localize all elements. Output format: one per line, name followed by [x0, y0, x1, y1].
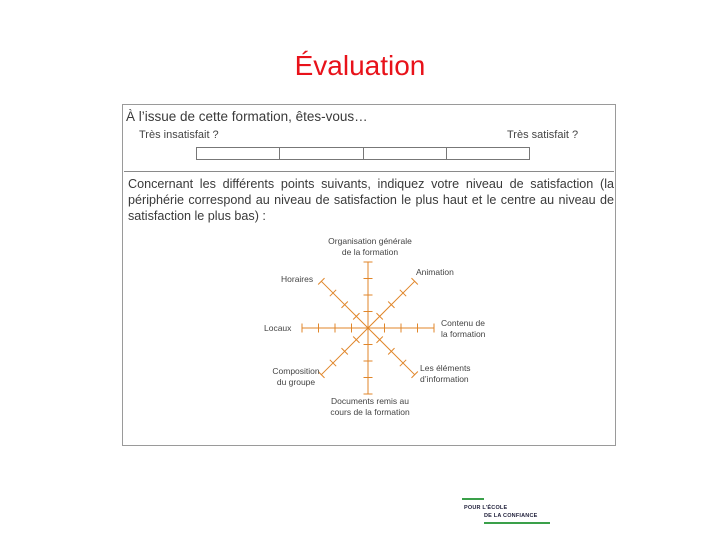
- radar-label-elements-information: Les éléments d’information: [420, 363, 471, 384]
- radar-label-animation: Animation: [416, 267, 454, 277]
- radar-label-contenu: Contenu de la formation: [441, 318, 486, 339]
- scale-left-label: Très insatisfait ?: [139, 129, 219, 141]
- question-satisfaction-points: Concernant les différents points suivants, indiquez votre niveau de satisfaction (la périphérie correspond au niveau de satisfaction le plus haut et le centre au niveau de satisfaction le plus bas) :: [128, 177, 614, 223]
- question-satisfaction-overall: À l’issue de cette formation, êtes-vous…: [126, 109, 368, 124]
- logo-accent-bar: [462, 498, 484, 500]
- logo-line-1: POUR L’ÉCOLE: [464, 505, 508, 511]
- radar-label-composition: Composition du groupe: [272, 366, 320, 387]
- slide-title: Évaluation: [294, 50, 426, 81]
- logo-underline: [484, 522, 550, 524]
- scale-right-label: Très satisfait ?: [507, 129, 579, 141]
- logo-line-2: DE LA CONFIANCE: [484, 513, 538, 519]
- radar-label-locaux: Locaux: [264, 323, 292, 333]
- radar-label-organisation: Organisation générale de la formation: [328, 236, 412, 257]
- school-logo: [462, 498, 552, 530]
- radar-label-horaires: Horaires: [281, 274, 314, 284]
- radar-label-documents: Documents remis au cours de la formation: [330, 396, 410, 417]
